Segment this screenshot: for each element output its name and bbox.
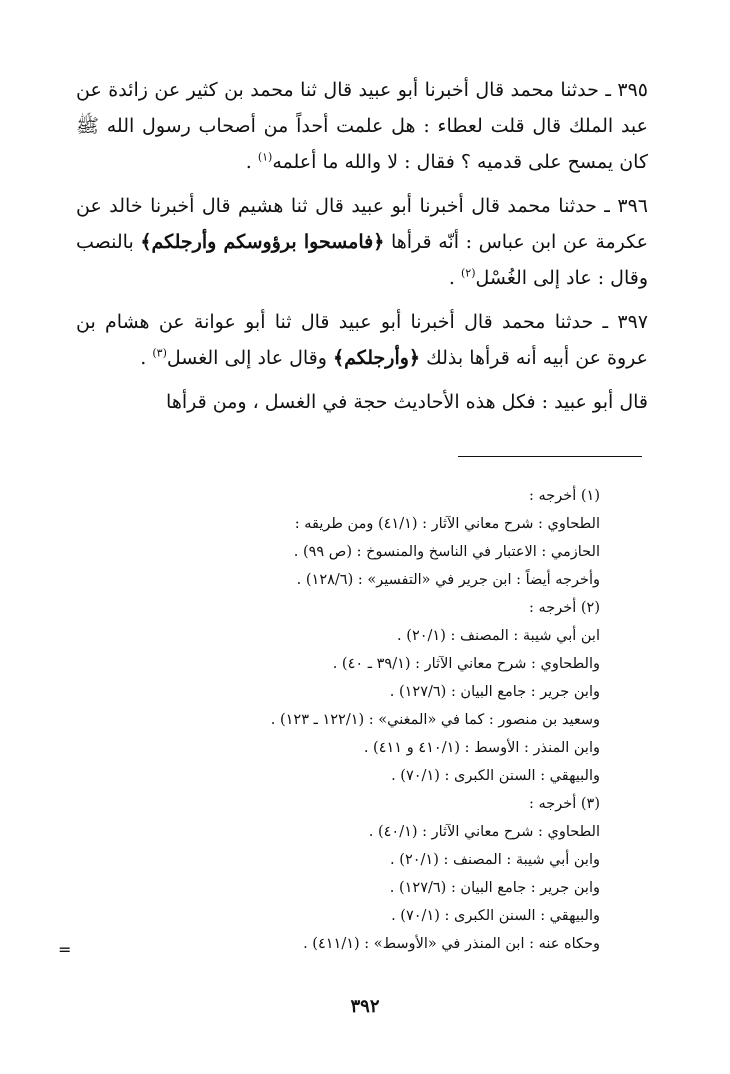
hadith-395-end: . xyxy=(245,151,258,173)
footnote-line: وابن أبي شيبة : المصنف : (٢٠/١) . xyxy=(390,852,600,868)
footnote-line: الطحاوي : شرح معاني الآثار : (٤٠/١) . xyxy=(368,824,600,840)
hadith-396-end: . xyxy=(448,267,461,289)
hadith-395-text: ٣٩٥ ـ حدثنا محمد قال أخبرنا أبو عبيد قال ثنا محمد بن كثير عن زائدة عن عبد الملك قال قلت لعطاء : هل علمت أحداً من أصحاب رسول الله ﷺ كان يمسح على قدميه ؟ فقال : لا والله ما أعلمه xyxy=(76,79,648,173)
footnote-line: وأخرجه أيضاً : ابن جرير في «التفسير» : (١٢٨/٦) . xyxy=(296,572,600,588)
footnote-line: وابن جرير : جامع البيان : (١٢٧/٦) . xyxy=(389,684,600,700)
continuation-marker: = xyxy=(58,940,72,959)
hadith-396-text: ٣٩٦ ـ حدثنا محمد قال أخبرنا أبو عبيد قال ثنا هشيم قال أخبرنا خالد عن عكرمة عن ابن عباس : أنّه قرأها xyxy=(76,195,648,253)
footnote-line: والطحاوي : شرح معاني الآثار : (٣٩/١ ـ ٤٠) . xyxy=(332,656,600,672)
footnote-line: الطحاوي : شرح معاني الآثار : (٤١/١) ومن طريقه : xyxy=(294,516,600,532)
quran-quote-396: ﴿فامسحوا برؤوسكم وأرجلكم﴾ xyxy=(140,231,385,253)
footnote-line: ابن أبي شيبة : المصنف : (٢٠/١) . xyxy=(397,628,600,644)
commentary-text: قال أبو عبيد : فكل هذه الأحاديث حجة في الغسل ، ومن قرأها xyxy=(166,391,648,413)
hadith-397 xyxy=(76,304,648,376)
footnote-line: (٣) أخرجه : xyxy=(529,796,600,812)
footnote-line: وحكاه عنه : ابن المنذر في «الأوسط» : (٤١١/١) . xyxy=(303,936,600,952)
footnote-line: والبيهقي : السنن الكبرى : (٧٠/١) . xyxy=(391,768,600,784)
footnotes-block xyxy=(150,482,600,958)
commentary-paragraph xyxy=(76,384,648,420)
hadith-397-tail: وقال عاد إلى الغسل xyxy=(166,347,333,369)
main-text-block xyxy=(76,72,648,428)
footnote-ref-1: (١) xyxy=(257,150,273,164)
footnote-line: وابن جرير : جامع البيان : (١٢٧/٦) . xyxy=(389,880,600,896)
hadith-397-end: . xyxy=(140,347,153,369)
footnote-ref-3: (٣) xyxy=(152,346,167,360)
footnote-ref-2: (٢) xyxy=(461,266,476,280)
page-number: ٣٩٢ xyxy=(350,996,380,1017)
footnote-line: (٢) أخرجه : xyxy=(529,600,600,616)
footnote-line: (١) أخرجه : xyxy=(529,488,600,504)
quran-quote-397: ﴿وأرجلكم﴾ xyxy=(332,347,421,369)
footnote-line: والبيهقي : السنن الكبرى : (٧٠/١) . xyxy=(391,908,600,924)
footnote-divider xyxy=(458,456,642,457)
footnote-line: وابن المنذر : الأوسط : (٤١٠/١ و ٤١١) . xyxy=(363,740,600,756)
hadith-395 xyxy=(76,72,648,180)
hadith-397-text: ٣٩٧ ـ حدثنا محمد قال أخبرنا أبو عبيد قال ثنا أبو عوانة عن هشام بن عروة عن أبيه أنه قرأها بذلك xyxy=(76,311,648,369)
footnote-line: وسعيد بن منصور : كما في «المغني» : (١٢٢/١ ـ ١٢٣) . xyxy=(270,712,600,728)
hadith-396-tail: بالنصب وقال : عاد إلى الغُسْل xyxy=(76,231,648,289)
hadith-396 xyxy=(76,188,648,296)
footnote-line: الحازمي : الاعتبار في الناسخ والمنسوخ : (ص ٩٩) . xyxy=(293,544,600,560)
